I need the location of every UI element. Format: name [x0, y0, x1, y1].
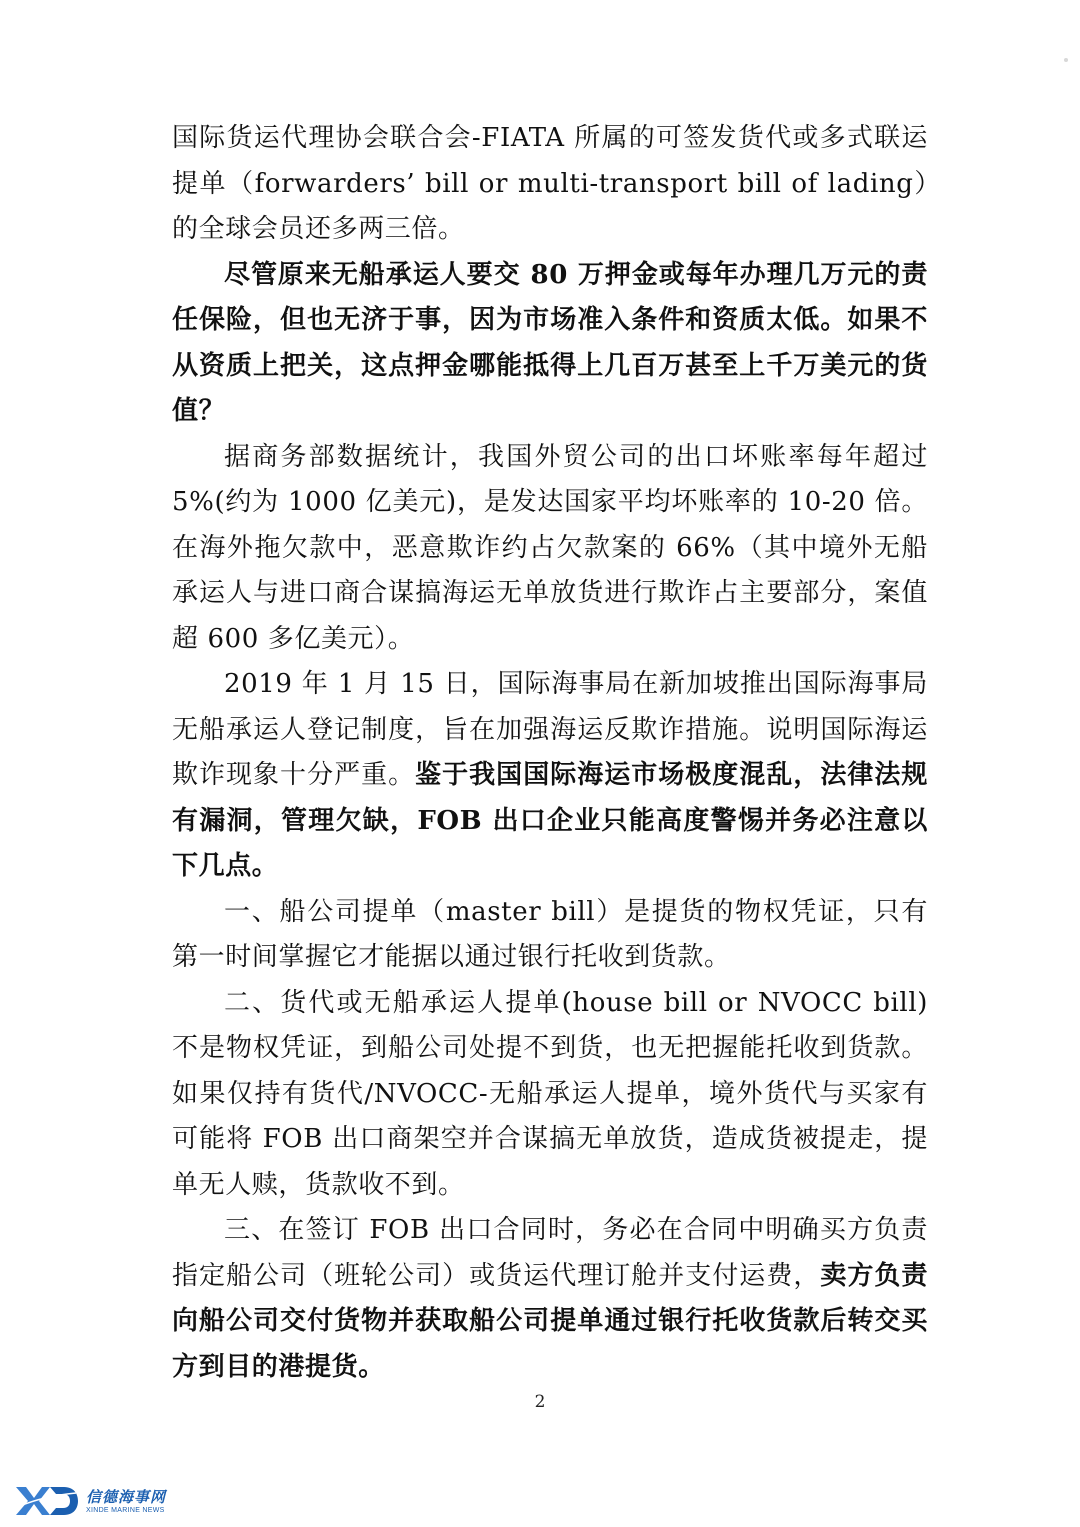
text-segment: 三、在签订 FOB 出口合同时，务必在合同中明确买方负责指定船公司（班轮公司）或货运代理订舱并支付运费，	[172, 1215, 928, 1291]
paragraph-imb-registration	[172, 662, 928, 890]
watermark-name-en: XINDE MARINE NEWS	[86, 1506, 165, 1514]
page-number: 2	[534, 1392, 546, 1412]
text-segment-bold: 尽管原来无船承运人要交 80 万押金或每年办理几万元的责任保险，但也无济于事，因为市场准入条件和资质太低。如果不从资质上把关，这点押金哪能抵得上几百万甚至上千万美元的货值？	[172, 259, 928, 426]
paragraph-point-three	[172, 1208, 928, 1390]
document-body	[172, 116, 928, 1390]
paragraph-point-one	[172, 890, 928, 981]
text-segment: 二、货代或无船承运人提单(house bill or NVOCC bill)不是物权凭证，到船公司处提不到货，也无把握能托收到货款。如果仅持有货代/NVOCC-无船承运人提单，境外货代与买家有可能将 FOB 出口商架空并合谋搞无单放货，造成货被提走，提单无人赎，货款收不到。	[172, 987, 928, 1200]
text-segment: 据商务部数据统计，我国外贸公司的出口坏账率每年超过 5%(约为 1000 亿美元)，是发达国家平均坏账率的 10-20 倍。在海外拖欠款中，恶意欺诈约占欠款案的 66%（其中境外无船承运人与进口商合谋搞海运无单放货进行欺诈占主要部分，案值超 600 多亿美元）。	[172, 441, 928, 654]
paragraph-point-two	[172, 981, 928, 1209]
paragraph-deposit-insurance	[172, 253, 928, 435]
scan-speck	[1064, 58, 1068, 62]
text-segment-bold: 卖方负责向船公司交付货物并获取船公司提单通过银行托收货款后转交买方到目的港提货。	[172, 1260, 929, 1382]
text-segment-bold: 鉴于我国国际海运市场极度混乱，法律法规有漏洞，管理欠缺，FOB 出口企业只能高度警惕并务必注意以下几点。	[172, 760, 928, 881]
text-segment: 国际货运代理协会联合会-FIATA 所属的可签发货代或多式联运提单（forwarders’ bill or multi-transport bill of lading）的全球会员还多两三倍。	[172, 123, 928, 244]
xd-logo-icon	[14, 1484, 80, 1518]
xinde-watermark	[14, 1483, 166, 1519]
text-segment: 2019 年 1 月 15 日，国际海事局在新加坡推出国际海事局无船承运人登记制度，旨在加强海运反欺诈措施。说明国际海运欺诈现象十分严重。	[172, 669, 928, 790]
watermark-name-cn: 信德海事网	[86, 1487, 167, 1506]
paragraph-fiata-members	[172, 116, 928, 253]
paragraph-bad-debt-statistics	[172, 435, 928, 663]
text-segment: 一、船公司提单（master bill）是提货的物权凭证，只有第一时间掌握它才能据以通过银行托收到货款。	[172, 896, 928, 972]
